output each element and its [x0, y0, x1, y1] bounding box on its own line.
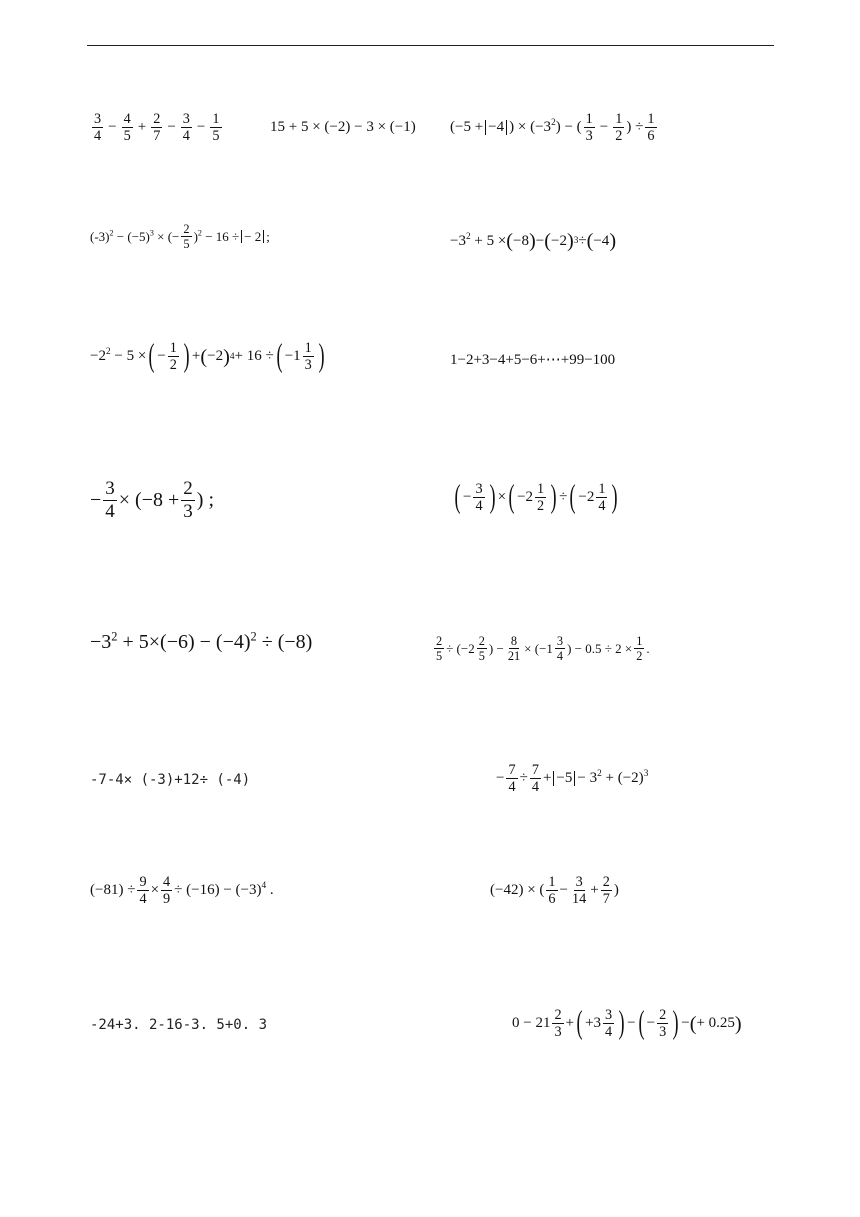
- problem-8: − $\frac{3}{4}$ × (−8 + $\frac{2}{3}$ ) ;: [90, 478, 214, 522]
- problem-7-text: 1−2+3−4+5−6+⋯+99−100: [450, 352, 616, 368]
- problem-1: $\frac{3}{4}$ − $\frac{4}{5}$ + $\frac{2}{7}$ − $\frac{3}{4}$ − $\frac{1}{5}$: [94, 111, 220, 145]
- problem-17: 0 − 21 $\frac{2}{3}$ + ( +3 $\frac{3}{4}$ ) − ( − $\frac{2}{3}$ ) − ( + 0.25 ): [512, 1005, 742, 1042]
- header-rule: [87, 45, 774, 46]
- problem-2-text: 15 + 5 × (−2) − 3 × (−1): [270, 119, 416, 135]
- problem-6: $-2^2 - 5$ × ( − $\frac{1}{2}$ ) + ( −2 ) 4 + 16 ÷ ( −1 $\frac{1}{3}$ ): [90, 338, 325, 375]
- problem-12: [90, 773, 250, 787]
- problem-13: − $\frac{7}{4}$ ÷ $\frac{7}{4}$ + −5 − $3^2 + (-2)^3$: [496, 762, 649, 796]
- problem-5: $-3^2 + 5$ × ( −8 ) − ( −2 ) 3 ÷ ( −4 ): [450, 230, 617, 252]
- problem-12-text: -7-4× (-3)+12÷ (-4): [90, 772, 251, 788]
- problem-2: [270, 120, 416, 135]
- problem-7: [450, 353, 615, 368]
- problem-10: $-3^2 + 5\times(-6) - (-4)^2 \div (-8)$: [90, 629, 313, 653]
- problem-16: [90, 1018, 267, 1032]
- problem-14: (−81) ÷ $\frac{9}{4}$ × $\frac{4}{9}$ ÷ $(-16) - (-3)^4$ .: [90, 874, 274, 908]
- problem-4: $(-3)^2 - (-5)^3$ × (− $\frac{2}{5}$ )$^2$ − 16 ÷ − 2 ;: [90, 222, 270, 252]
- problem-9: ( − $\frac{3}{4}$ ) × ( −2 $\frac{1}{2}$ ) ÷ ( −2 $\frac{1}{4}$ ): [454, 479, 619, 516]
- problem-15: (−42) × ( $\frac{1}{6}$ − $\frac{3}{14}$ + $\frac{2}{7}$ ): [490, 874, 619, 908]
- problem-11: $\frac{2}{5}$ ÷ (−2 $\frac{2}{5}$ ) − $\frac{8}{21}$ × (−1 $\frac{3}{4}$ ) − 0.5 ÷ 2 × $\frac{1}{2}$ .: [436, 634, 650, 664]
- problem-16-text: -24+3. 2-16-3. 5+0. 3: [90, 1017, 268, 1033]
- problem-3: (−5 + −4 ) × $(-3^2)$ − ( $\frac{1}{3}$ − $\frac{1}{2}$ ) ÷ $\frac{1}{6}$: [450, 111, 655, 145]
